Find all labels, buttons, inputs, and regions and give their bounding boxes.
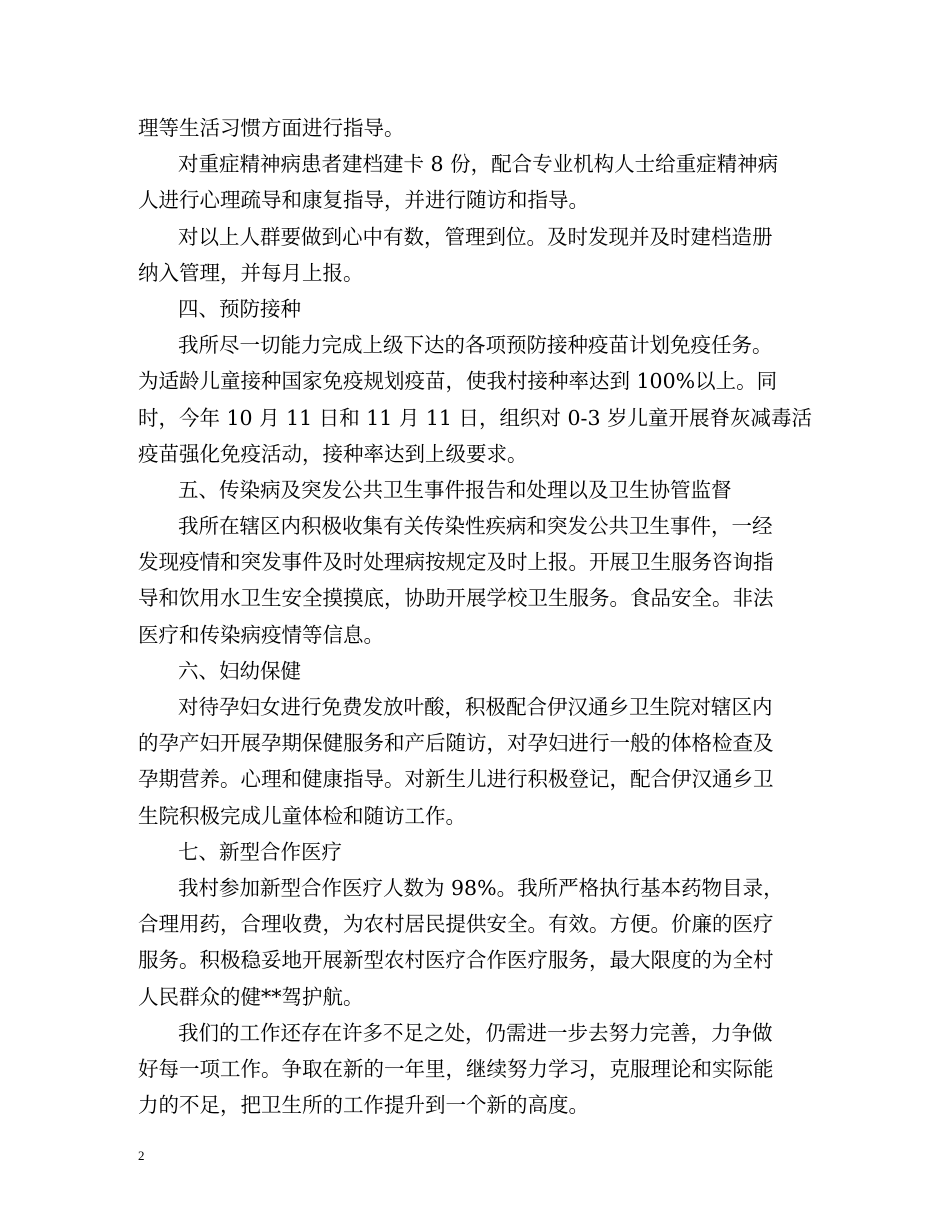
text-line: 四、预防接种 — [178, 296, 301, 321]
text-line: 人进行心理疏导和康复指导，并进行随访和指导。 — [138, 188, 589, 213]
text-line: 时，今年 10 月 11 日和 11 月 11 日，组织对 0-3 岁儿童开展脊灰减毒活 — [138, 405, 813, 430]
text-line: 我村参加新型合作医疗人数为 98%。我所严格执行基本药物目录， — [178, 875, 784, 900]
text-line: 我们的工作还存在许多不足之处，仍需进一步去努力完善，力争做 — [178, 1020, 773, 1045]
text-line: 好每一项工作。争取在新的一年里，继续努力学习，克服理论和实际能 — [138, 1056, 774, 1081]
text-line: 导和饮用水卫生安全摸摸底，协助开展学校卫生服务。食品安全。非法 — [138, 586, 774, 611]
text-line: 的孕产妇开展孕期保健服务和产后随访，对孕妇进行一般的体格检查及 — [138, 731, 774, 756]
text-line: 六、妇幼保健 — [178, 658, 301, 683]
text-line: 我所在辖区内积极收集有关传染性疾病和突发公共卫生事件，一经 — [178, 514, 773, 539]
text-line: 五、传染病及突发公共卫生事件报告和处理以及卫生协管监督 — [178, 477, 732, 502]
text-line: 纳入管理，并每月上报。 — [138, 260, 364, 285]
text-line: 孕期营养。心理和健康指导。对新生儿进行积极登记，配合伊汉通乡卫 — [138, 767, 774, 792]
text-line: 力的不足，把卫生所的工作提升到一个新的高度。 — [138, 1093, 589, 1118]
text-line: 服务。积极稳妥地开展新型农村医疗合作医疗服务，最大限度的为全村 — [138, 948, 774, 973]
text-line: 理等生活习惯方面进行指导。 — [138, 116, 405, 140]
text-line: 七、新型合作医疗 — [178, 839, 342, 864]
document-body — [138, 110, 818, 1123]
text-line: 发现疫情和突发事件及时处理病按规定及时上报。开展卫生服务咨询指 — [138, 550, 774, 575]
text-line: 人民群众的健**驾护航。 — [138, 984, 364, 1009]
text-line: 为适龄儿童接种国家免疫规划疫苗，使我村接种率达到 100%以上。同 — [138, 369, 778, 394]
text-line: 医疗和传染病疫情等信息。 — [138, 622, 384, 647]
text-line: 合理用药，合理收费，为农村居民提供安全。有效。方便。价廉的医疗 — [138, 912, 774, 937]
text-line: 对重症精神病患者建档建卡 8 份，配合专业机构人士给重症精神病 — [178, 152, 779, 177]
text-line: 对以上人群要做到心中有数，管理到位。及时发现并及时建档造册 — [178, 224, 773, 249]
text-line: 生院积极完成儿童体检和随访工作。 — [138, 803, 466, 828]
text-line: 对待孕妇女进行免费发放叶酸，积极配合伊汉通乡卫生院对辖区内 — [178, 695, 773, 719]
text-line: 我所尽一切能力完成上级下达的各项预防接种疫苗计划免疫任务。 — [178, 333, 773, 358]
text-line: 疫苗强化免疫活动，接种率达到上级要求。 — [138, 441, 528, 466]
page-number: 2 — [138, 1148, 145, 1163]
